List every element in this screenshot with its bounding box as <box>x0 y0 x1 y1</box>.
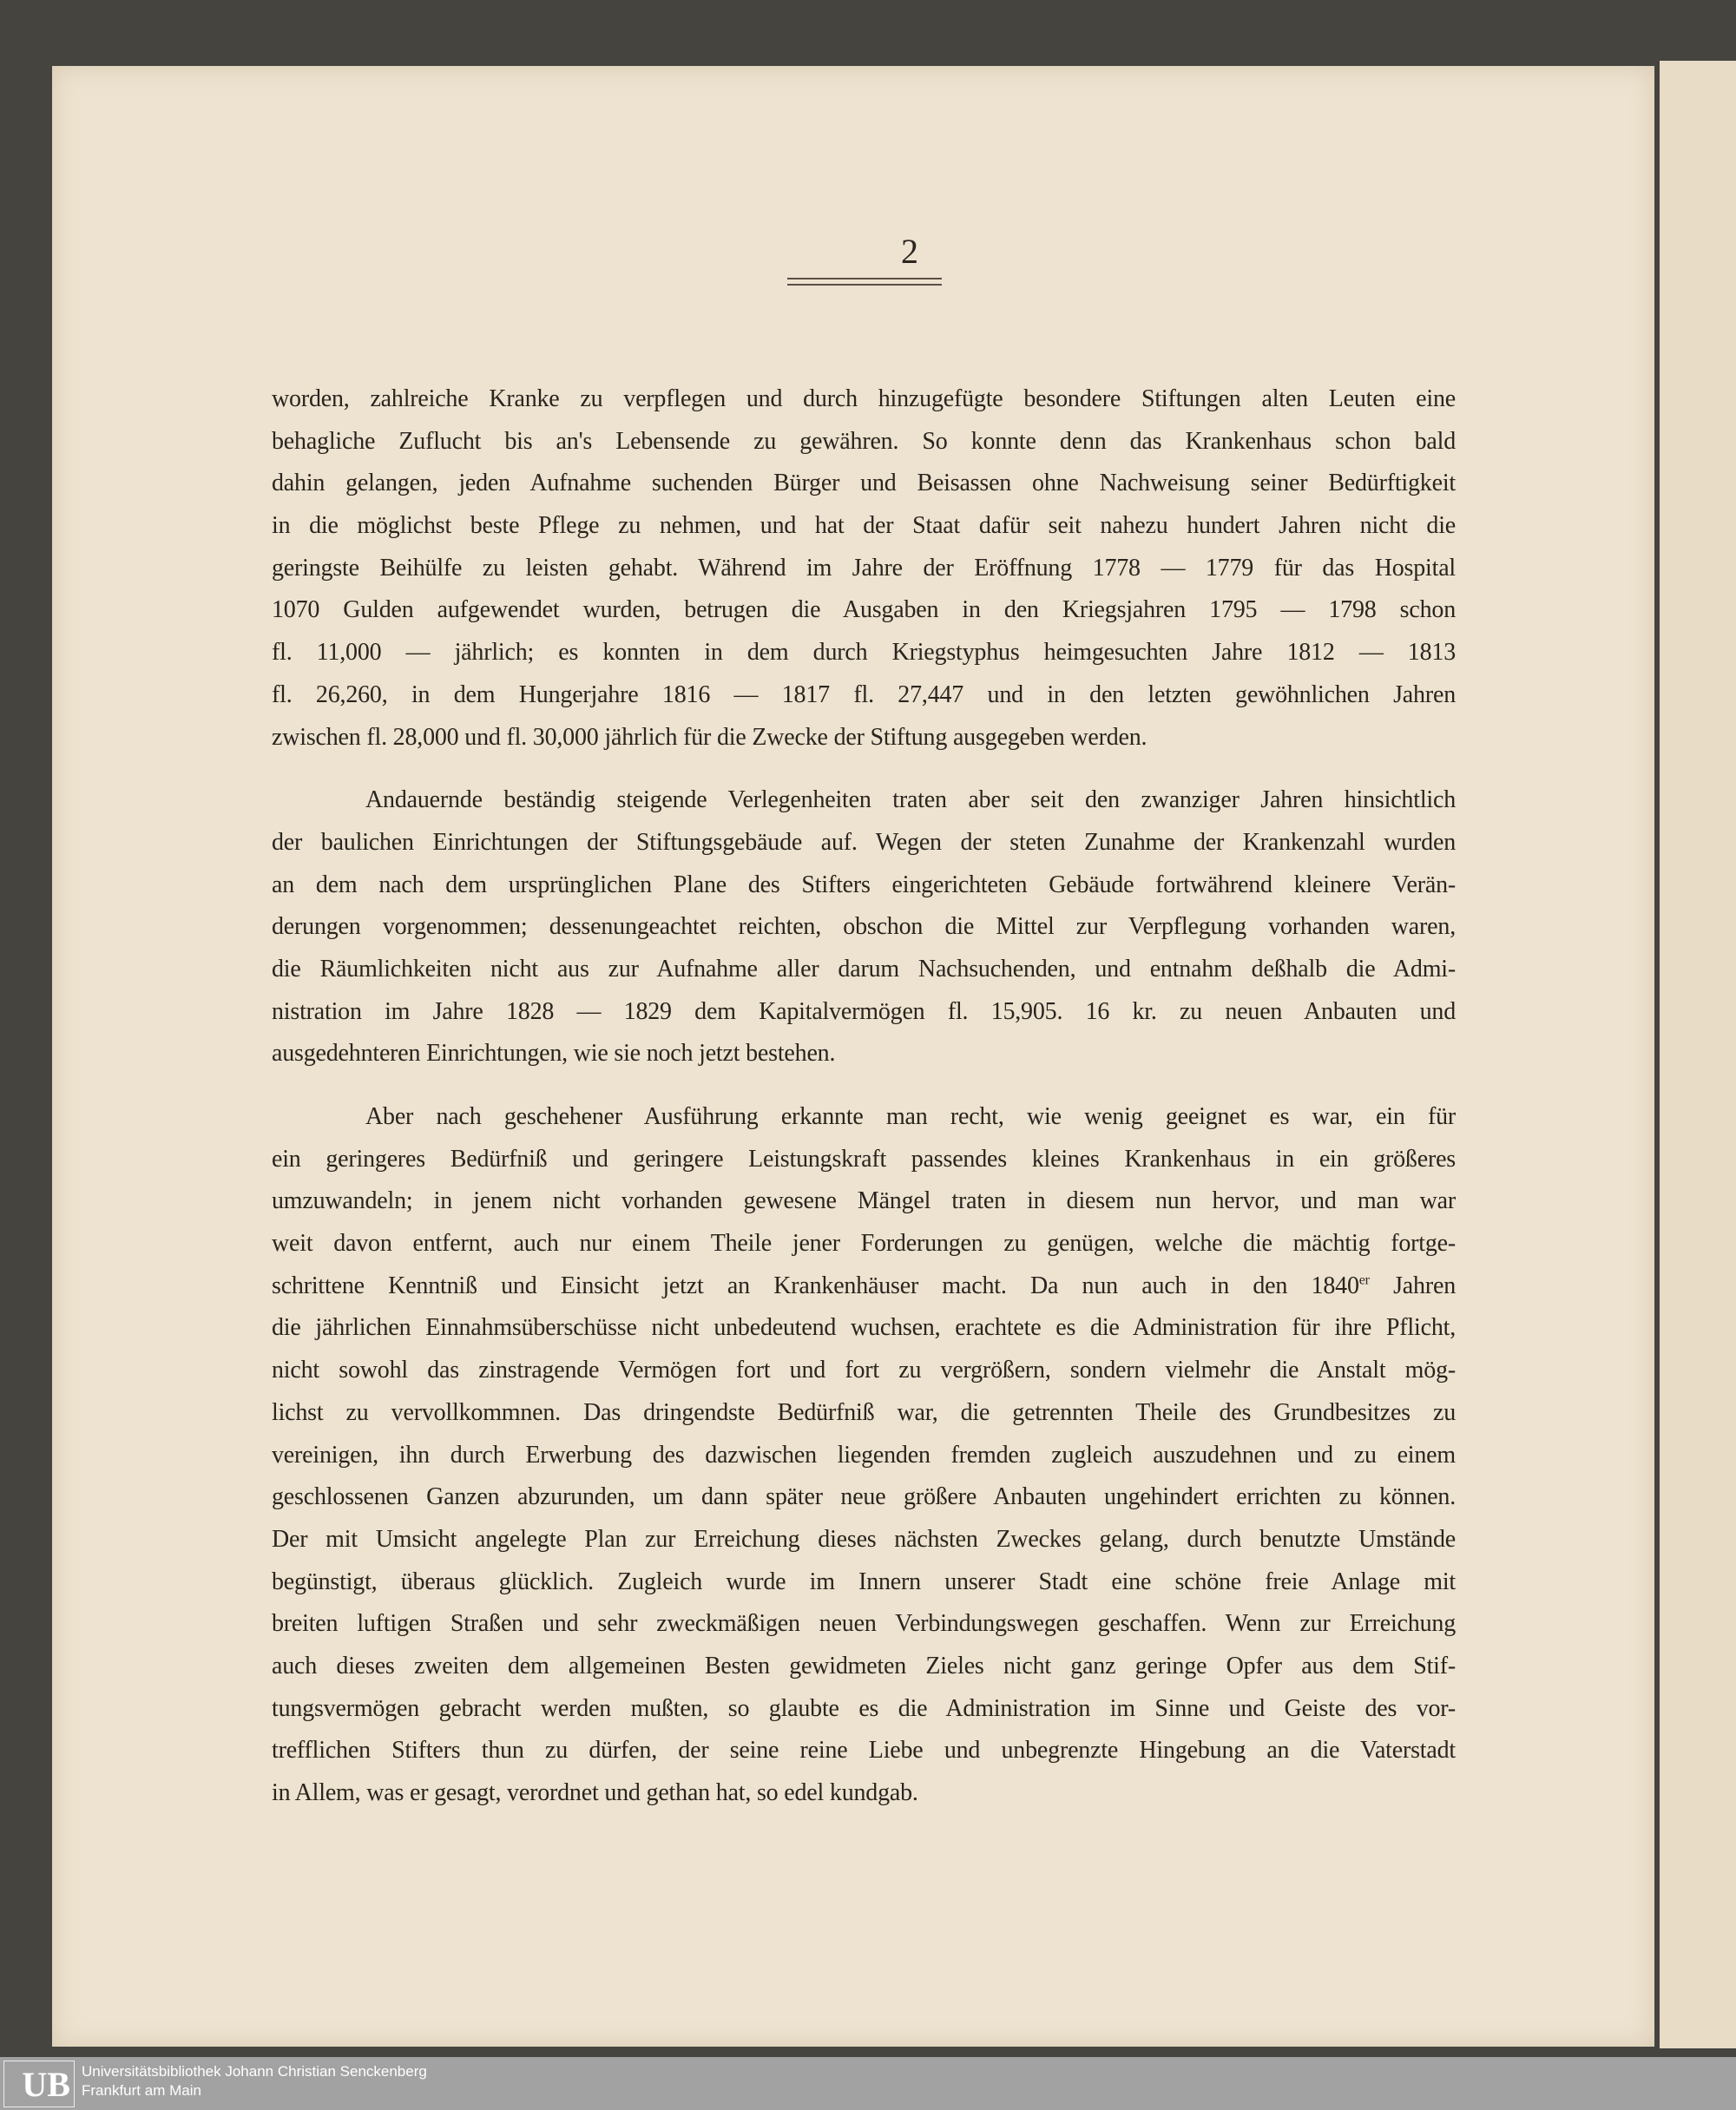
line-text: behagliche Zuflucht bis an's Lebensende zu gewähren. So konnte denn das Krankenhaus schon bald <box>272 427 1456 455</box>
text-line <box>272 589 1456 632</box>
text-line <box>272 1180 1456 1223</box>
paragraph <box>272 779 1456 1075</box>
line-text: die Räumlichkeiten nicht aus zur Aufnahme aller darum Nachsuchenden, und entnahm deßhalb die Admi- <box>272 955 1456 983</box>
text-line <box>272 1688 1456 1731</box>
text-line <box>272 822 1456 864</box>
line-text: in die möglichst beste Pflege zu nehmen, und hat der Staat dafür seit nahezu hundert Jahren nicht die <box>272 512 1456 540</box>
text-line <box>272 378 1456 421</box>
line-text: vereinigen, ihn durch Erwerbung des dazwischen liegenden fremden zugleich auszudehnen und zu einem <box>272 1441 1456 1469</box>
line-text: ein geringeres Bedürfniß und geringere Leistungskraft passendes kleines Krankenhaus in ein größeres <box>272 1145 1456 1173</box>
line-text: nistration im Jahre 1828 — 1829 dem Kapitalvermögen fl. 15,905. 16 kr. zu neuen Anbauten und <box>272 997 1456 1025</box>
text-line <box>272 1033 1456 1075</box>
superscript: er <box>1358 1272 1370 1288</box>
document-page <box>52 66 1654 2047</box>
page-number: 2 <box>901 232 918 271</box>
line-text: zwischen fl. 28,000 und fl. 30,000 jährlich für die Zwecke der Stiftung ausgegeben werden. <box>272 723 1147 751</box>
text-line <box>272 991 1456 1034</box>
text-line <box>272 1561 1456 1604</box>
text-line <box>272 1603 1456 1646</box>
text-line <box>272 1265 1456 1308</box>
line-text: in Allem, was er gesagt, verordnet und gethan hat, so edel kundgab. <box>272 1779 918 1806</box>
library-footer-bar <box>0 2057 1736 2110</box>
paragraph <box>272 378 1456 759</box>
line-text: worden, zahlreiche Kranke zu verpflegen und durch hinzugefügte besondere Stiftungen alten Leuten eine <box>272 385 1456 412</box>
line-text: ausgedehnteren Einrichtungen, wie sie noch jetzt bestehen. <box>272 1040 836 1068</box>
text-line <box>272 1519 1456 1561</box>
line-text: schrittene Kenntniß und Einsicht jetzt an Krankenhäuser macht. Da nun auch in den 1840 <box>272 1272 1359 1299</box>
line-text-continued: Jahren <box>1369 1272 1456 1299</box>
line-text: begünstigt, überaus glücklich. Zugleich wurde im Innern unserer Stadt eine schöne freie Anlage mit <box>272 1568 1456 1595</box>
line-text: Aber nach geschehener Ausführung erkannte man recht, wie wenig geeignet es war, ein für <box>365 1103 1456 1130</box>
line-text: breiten luftigen Straßen und sehr zweckmäßigen neuen Verbindungswegen geschaffen. Wenn zur Erreichung <box>272 1610 1456 1638</box>
text-line <box>272 1730 1456 1772</box>
text-line <box>272 1223 1456 1265</box>
line-text: fl. 11,000 — jährlich; es konnten in dem durch Kriegstyphus heimgesuchten Jahre 1812 — 1813 <box>272 639 1456 667</box>
text-line <box>272 717 1456 759</box>
line-text: Der mit Umsicht angelegte Plan zur Erreichung dieses nächsten Zweckes gelang, durch benutzte Umstände <box>272 1525 1456 1553</box>
line-text: Andauernde beständig steigende Verlegenheiten traten aber seit den zwanziger Jahren hinsichtlich <box>365 786 1456 814</box>
text-line <box>272 1350 1456 1392</box>
line-text: geringste Beihülfe zu leisten gehabt. Während im Jahre der Eröffnung 1778 — 1779 für das Hospital <box>272 554 1456 582</box>
text-line <box>272 1646 1456 1688</box>
footer-text <box>82 2062 427 2100</box>
text-line <box>272 505 1456 548</box>
text-line <box>272 548 1456 590</box>
line-text: die jährlichen Einnahmsüberschüsse nicht unbedeutend wuchsen, erachtete es die Administration für ihre Pflicht, <box>272 1314 1456 1342</box>
text-line <box>272 1307 1456 1350</box>
library-location: Frankfurt am Main <box>82 2082 201 2099</box>
line-text: geschlossenen Ganzen abzurunden, um dann später neue größere Anbauten ungehindert errichten zu können. <box>272 1483 1456 1511</box>
text-line <box>272 421 1456 463</box>
line-text: nicht sowohl das zinstragende Vermögen fort und fort zu vergrößern, sondern vielmehr die Anstalt mög- <box>272 1357 1456 1384</box>
text-line <box>272 949 1456 991</box>
text-line <box>272 1476 1456 1519</box>
text-line <box>272 1435 1456 1477</box>
library-name: Universitätsbibliothek Johann Christian Senckenberg <box>82 2063 427 2080</box>
line-text: tungsvermögen gebracht werden mußten, so glaubte es die Administration im Sinne und Geiste des vor- <box>272 1694 1456 1722</box>
text-line <box>272 1139 1456 1181</box>
line-text: weit davon entfernt, auch nur einem Theile jener Forderungen zu genügen, welche die mächtig fortge- <box>272 1230 1456 1258</box>
line-text: dahin gelangen, jeden Aufnahme suchenden Bürger und Beisassen ohne Nachweisung seiner Bedürftigkeit <box>272 470 1456 497</box>
line-text: 1070 Gulden aufgewendet wurden, betrugen die Ausgaben in den Kriegsjahren 1795 — 1798 schon <box>272 596 1456 624</box>
text-line <box>272 1096 1456 1139</box>
text-line <box>272 1392 1456 1435</box>
line-text: auch dieses zweiten dem allgemeinen Besten gewidmeten Zieles nicht ganz geringe Opfer aus dem Stif- <box>272 1652 1456 1679</box>
line-text: derungen vorgenommen; dessenungeachtet reichten, obschon die Mittel zur Verpflegung vorhanden waren, <box>272 913 1456 941</box>
line-text: umzuwandeln; in jenem nicht vorhanden gewesene Mängel traten in diesem nun hervor, und man war <box>272 1187 1456 1215</box>
ub-logo: UB <box>3 2061 75 2107</box>
header-double-rule <box>787 278 942 286</box>
line-text: an dem nach dem ursprünglichen Plane des Stifters eingerichteten Gebäude fortwährend kleinere Verän- <box>272 871 1456 898</box>
text-line <box>272 1772 1456 1815</box>
text-line <box>272 864 1456 907</box>
line-text: lichst zu vervollkommnen. Das dringendste Bedürfniß war, die getrennten Theile des Grundbesitzes zu <box>272 1398 1456 1426</box>
text-line <box>272 463 1456 505</box>
text-line <box>272 674 1456 717</box>
text-line <box>272 779 1456 822</box>
paragraph <box>272 1096 1456 1815</box>
line-text: der baulichen Einrichtungen der Stiftungsgebäude auf. Wegen der steten Zunahme der Krankenzahl wurden <box>272 828 1456 856</box>
line-text: fl. 26,260, in dem Hungerjahre 1816 — 1817 fl. 27,447 und in den letzten gewöhnlichen Jahren <box>272 680 1456 708</box>
text-line <box>272 906 1456 949</box>
adjacent-page-edge <box>1660 61 1736 2048</box>
body-text <box>272 378 1456 1836</box>
text-line <box>272 632 1456 674</box>
line-text: trefflichen Stifters thun zu dürfen, der seine reine Liebe und unbegrenzte Hingebung an die Vaterstadt <box>272 1737 1456 1765</box>
